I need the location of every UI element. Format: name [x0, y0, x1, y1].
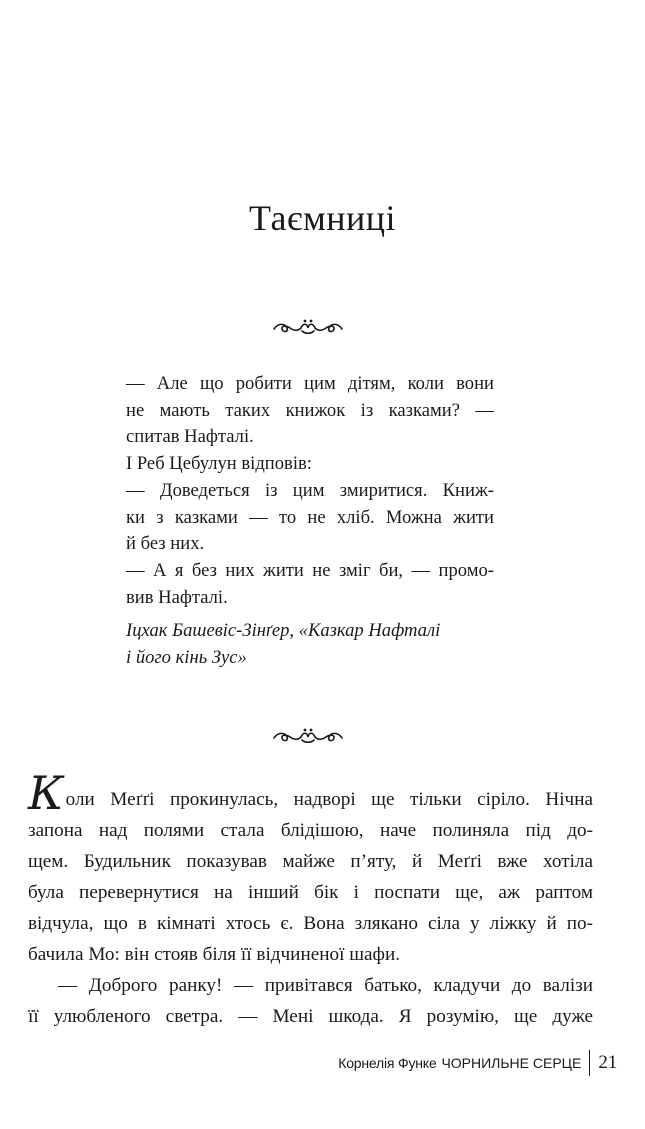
- body-line: щем. Будильник показував майже п’яту, й Меґґі вже хотіла: [28, 851, 593, 872]
- body-line: запона над полями стала блідішою, наче полиняла під до-: [28, 820, 593, 841]
- epigraph-line: — Але що робити цим дітям, коли вони: [126, 373, 494, 394]
- body-first-line: оли Меґґі прокинулась, надворі ще тільки сіріло. Нічна: [65, 789, 593, 810]
- chapter-title: Таємниці: [248, 198, 397, 238]
- dropcap-letter: К: [28, 766, 64, 820]
- epigraph-line: не мають таких книжок із казками? —: [126, 399, 494, 421]
- epigraph-attribution: Іцхак Башевіс-Зінґер, «Казкар Нафталі: [126, 620, 441, 642]
- epigraph-line: І Реб Цебулун відповів:: [126, 453, 312, 475]
- epigraph-line: — А я без них жити не зміг би, — промо-: [126, 559, 494, 581]
- footer-author: Корнелія Функе: [338, 1055, 437, 1071]
- footer-book-title: ЧОРНИЛЬНЕ СЕРЦЕ: [441, 1055, 582, 1071]
- running-footer: [338, 1048, 617, 1078]
- ornament-flourish-icon: [272, 726, 344, 746]
- epigraph-attribution: і його кінь Зус»: [126, 647, 247, 669]
- epigraph-line: спитав Нафталі.: [126, 426, 254, 448]
- epigraph-line: й без них.: [126, 533, 205, 555]
- body-line: відчула, що в кімнаті хтось є. Вона злякано сіла у ліжку й по-: [28, 913, 593, 934]
- footer-divider: [589, 1050, 590, 1076]
- page-number: 21: [598, 1052, 617, 1073]
- ornament-flourish-icon: [272, 317, 344, 337]
- epigraph-line: ки з казками — то не хліб. Можна жити: [126, 506, 494, 528]
- epigraph-line: вив Нафталі.: [126, 586, 228, 608]
- body-line: — Доброго ранку! — привітався батько, кладучи до валізи: [58, 975, 593, 996]
- body-line: бачила Мо: він стояв біля її відчиненої шафи.: [28, 944, 401, 965]
- body-line: її улюбленого светра. — Мені шкода. Я розумію, ще дуже: [28, 1006, 593, 1027]
- body-line: була перевернутися на інший бік і поспати ще, аж раптом: [28, 882, 593, 903]
- epigraph-line: — Доведеться із цим змиритися. Книж-: [126, 479, 494, 501]
- body-line: [28, 766, 593, 820]
- body-text: [28, 766, 593, 1032]
- epigraph: [126, 371, 494, 672]
